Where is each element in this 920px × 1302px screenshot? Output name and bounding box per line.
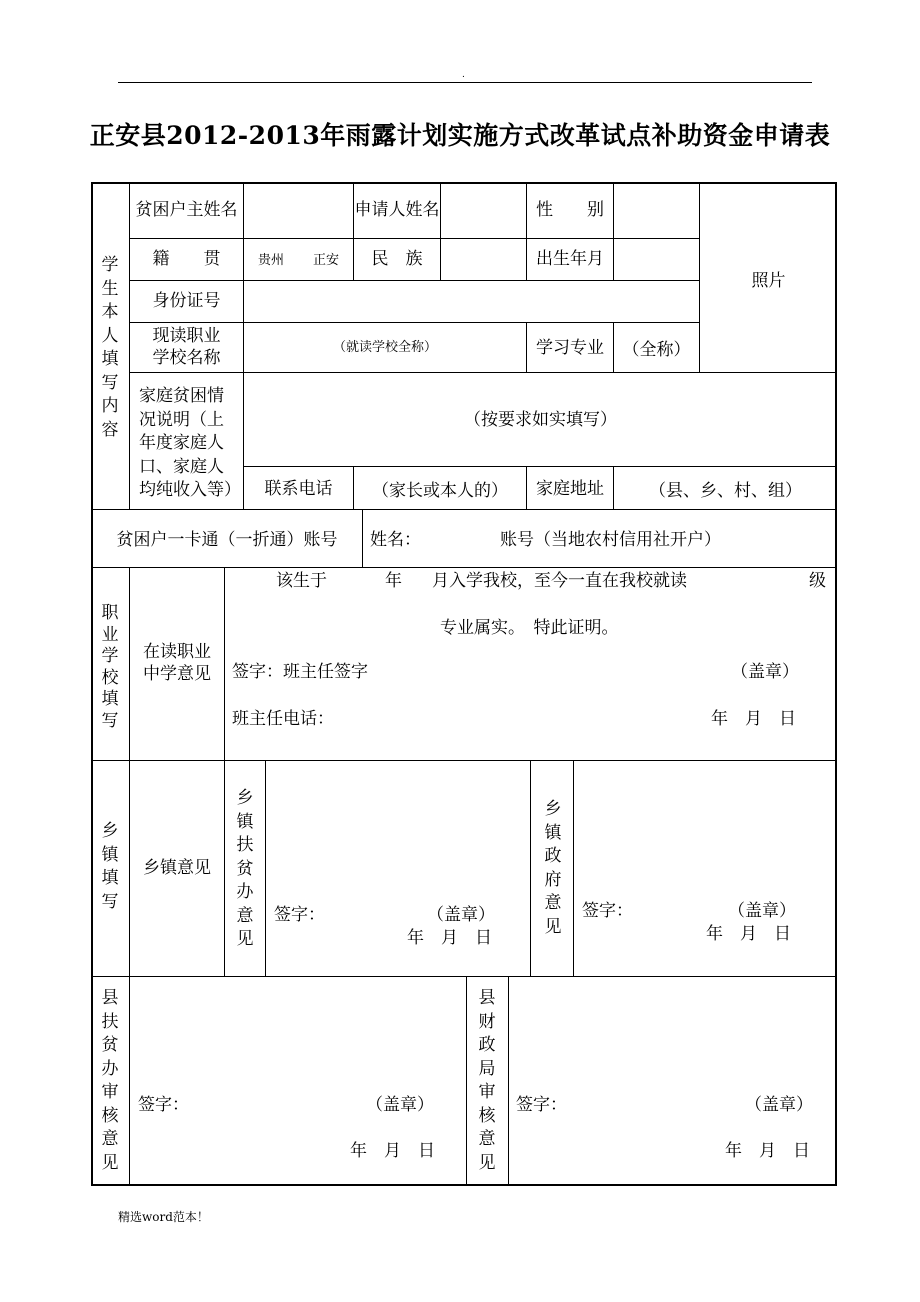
county-poverty-seal: （盖章）: [366, 1095, 434, 1115]
township-poverty-seal: （盖章）: [427, 905, 495, 925]
photo-label: 照片: [751, 271, 786, 291]
enrol-year: 年: [385, 571, 402, 591]
township-poverty-office-label: 乡镇扶贫办意见: [236, 788, 254, 949]
school-opinion-label: 在读职业 中学意见: [143, 642, 211, 684]
birth-date-label: 出生年月: [536, 249, 604, 269]
row-line: [91, 976, 837, 977]
ethnicity-label: 民 族: [371, 249, 423, 269]
native-place-label: 籍 贯: [152, 249, 221, 269]
col-line: [466, 976, 467, 1186]
row-line: [91, 509, 837, 510]
row-line: [91, 760, 837, 761]
col-line: [508, 976, 509, 1186]
col-line: [129, 976, 130, 1186]
certify-text: 专业属实。 特此证明。: [440, 618, 619, 638]
school-date: 年 月 日: [711, 709, 796, 729]
poverty-description-hint: （按要求如实填写）: [464, 410, 617, 430]
birth-date-field[interactable]: [614, 238, 699, 280]
township-poverty-date: 年 月 日: [407, 928, 492, 948]
county-poverty-sign[interactable]: 签字：: [138, 1095, 189, 1115]
col-line: [265, 760, 266, 976]
col-line: [129, 567, 130, 976]
school-name-label: 现读职业 学校名称: [152, 326, 221, 368]
county-finance-sign[interactable]: 签字：: [516, 1095, 567, 1115]
township-gov-seal: （盖章）: [728, 901, 796, 921]
major-label: 学习专业: [536, 338, 604, 358]
section-label-student: 学生本人填写内容: [101, 255, 119, 440]
id-number-field[interactable]: [244, 280, 699, 322]
ethnicity-field[interactable]: [441, 238, 526, 280]
major-hint: （全称）: [622, 340, 691, 360]
native-province: 贵州: [258, 253, 285, 268]
account-number-hint: 账号（当地农村信用社开户）: [500, 530, 721, 550]
id-number-label: 身份证号: [152, 291, 221, 311]
header-rule: [118, 82, 812, 83]
county-poverty-date: 年 月 日: [350, 1141, 435, 1161]
gender-field[interactable]: [614, 182, 699, 238]
row-line: [243, 466, 837, 467]
account-label: 贫困户一卡通（一折通）账号: [116, 530, 338, 550]
county-finance-seal: （盖章）: [745, 1095, 813, 1115]
township-opinion-label: 乡镇意见: [143, 858, 211, 878]
footer-note: 精选word范本！: [118, 1210, 209, 1224]
col-line: [573, 760, 574, 976]
enrol-grade: 级: [809, 571, 826, 591]
school-sign[interactable]: 签字：班主任签字: [232, 662, 368, 682]
phone-label: 联系电话: [264, 479, 333, 499]
applicant-name-field[interactable]: [441, 182, 526, 238]
township-government-label: 乡镇政府意见: [544, 799, 562, 937]
col-line: [362, 509, 363, 567]
section-label-township: 乡镇填写: [101, 821, 119, 912]
account-name-label: 姓名：: [370, 530, 421, 550]
county-finance-date: 年 月 日: [725, 1141, 810, 1161]
enrol-text-a: 该生于: [276, 571, 327, 591]
teacher-phone-label[interactable]: 班主任电话：: [232, 709, 334, 729]
col-line: [224, 567, 225, 976]
header-mark: .: [462, 70, 465, 80]
phone-hint: （家长或本人的）: [372, 481, 508, 501]
row-line: [129, 372, 837, 373]
township-gov-date: 年 月 日: [706, 924, 791, 944]
poverty-description-label: 家庭贫困情况说明（上年度家庭人口、家庭人均纯收入等）: [139, 386, 241, 500]
township-poverty-sign[interactable]: 签字：: [274, 905, 325, 925]
township-gov-sign[interactable]: 签字：: [582, 901, 633, 921]
col-line: [530, 760, 531, 976]
school-name-hint: （就读学校全称）: [332, 340, 437, 355]
school-seal: （盖章）: [731, 662, 799, 682]
county-finance-label: 县财政局审核意见: [478, 988, 496, 1173]
household-head-label: 贫困户主姓名: [135, 200, 238, 220]
row-line: [91, 567, 837, 568]
county-poverty-office-label: 县扶贫办审核意见: [101, 988, 119, 1173]
address-hint: （县、乡、村、组）: [649, 481, 802, 501]
native-county: 正安: [313, 253, 340, 268]
household-head-field[interactable]: [244, 182, 353, 238]
gender-label: 性 别: [536, 200, 604, 220]
section-label-school: 职业学校填写: [101, 603, 119, 731]
applicant-name-label: 申请人姓名: [354, 200, 440, 220]
address-label: 家庭地址: [536, 479, 604, 499]
enrol-text-b: 月入学我校，至今一直在我校就读: [432, 571, 687, 591]
page-title: 正安县2012-2013年雨露计划实施方式改革试点补助资金申请表: [89, 121, 831, 150]
